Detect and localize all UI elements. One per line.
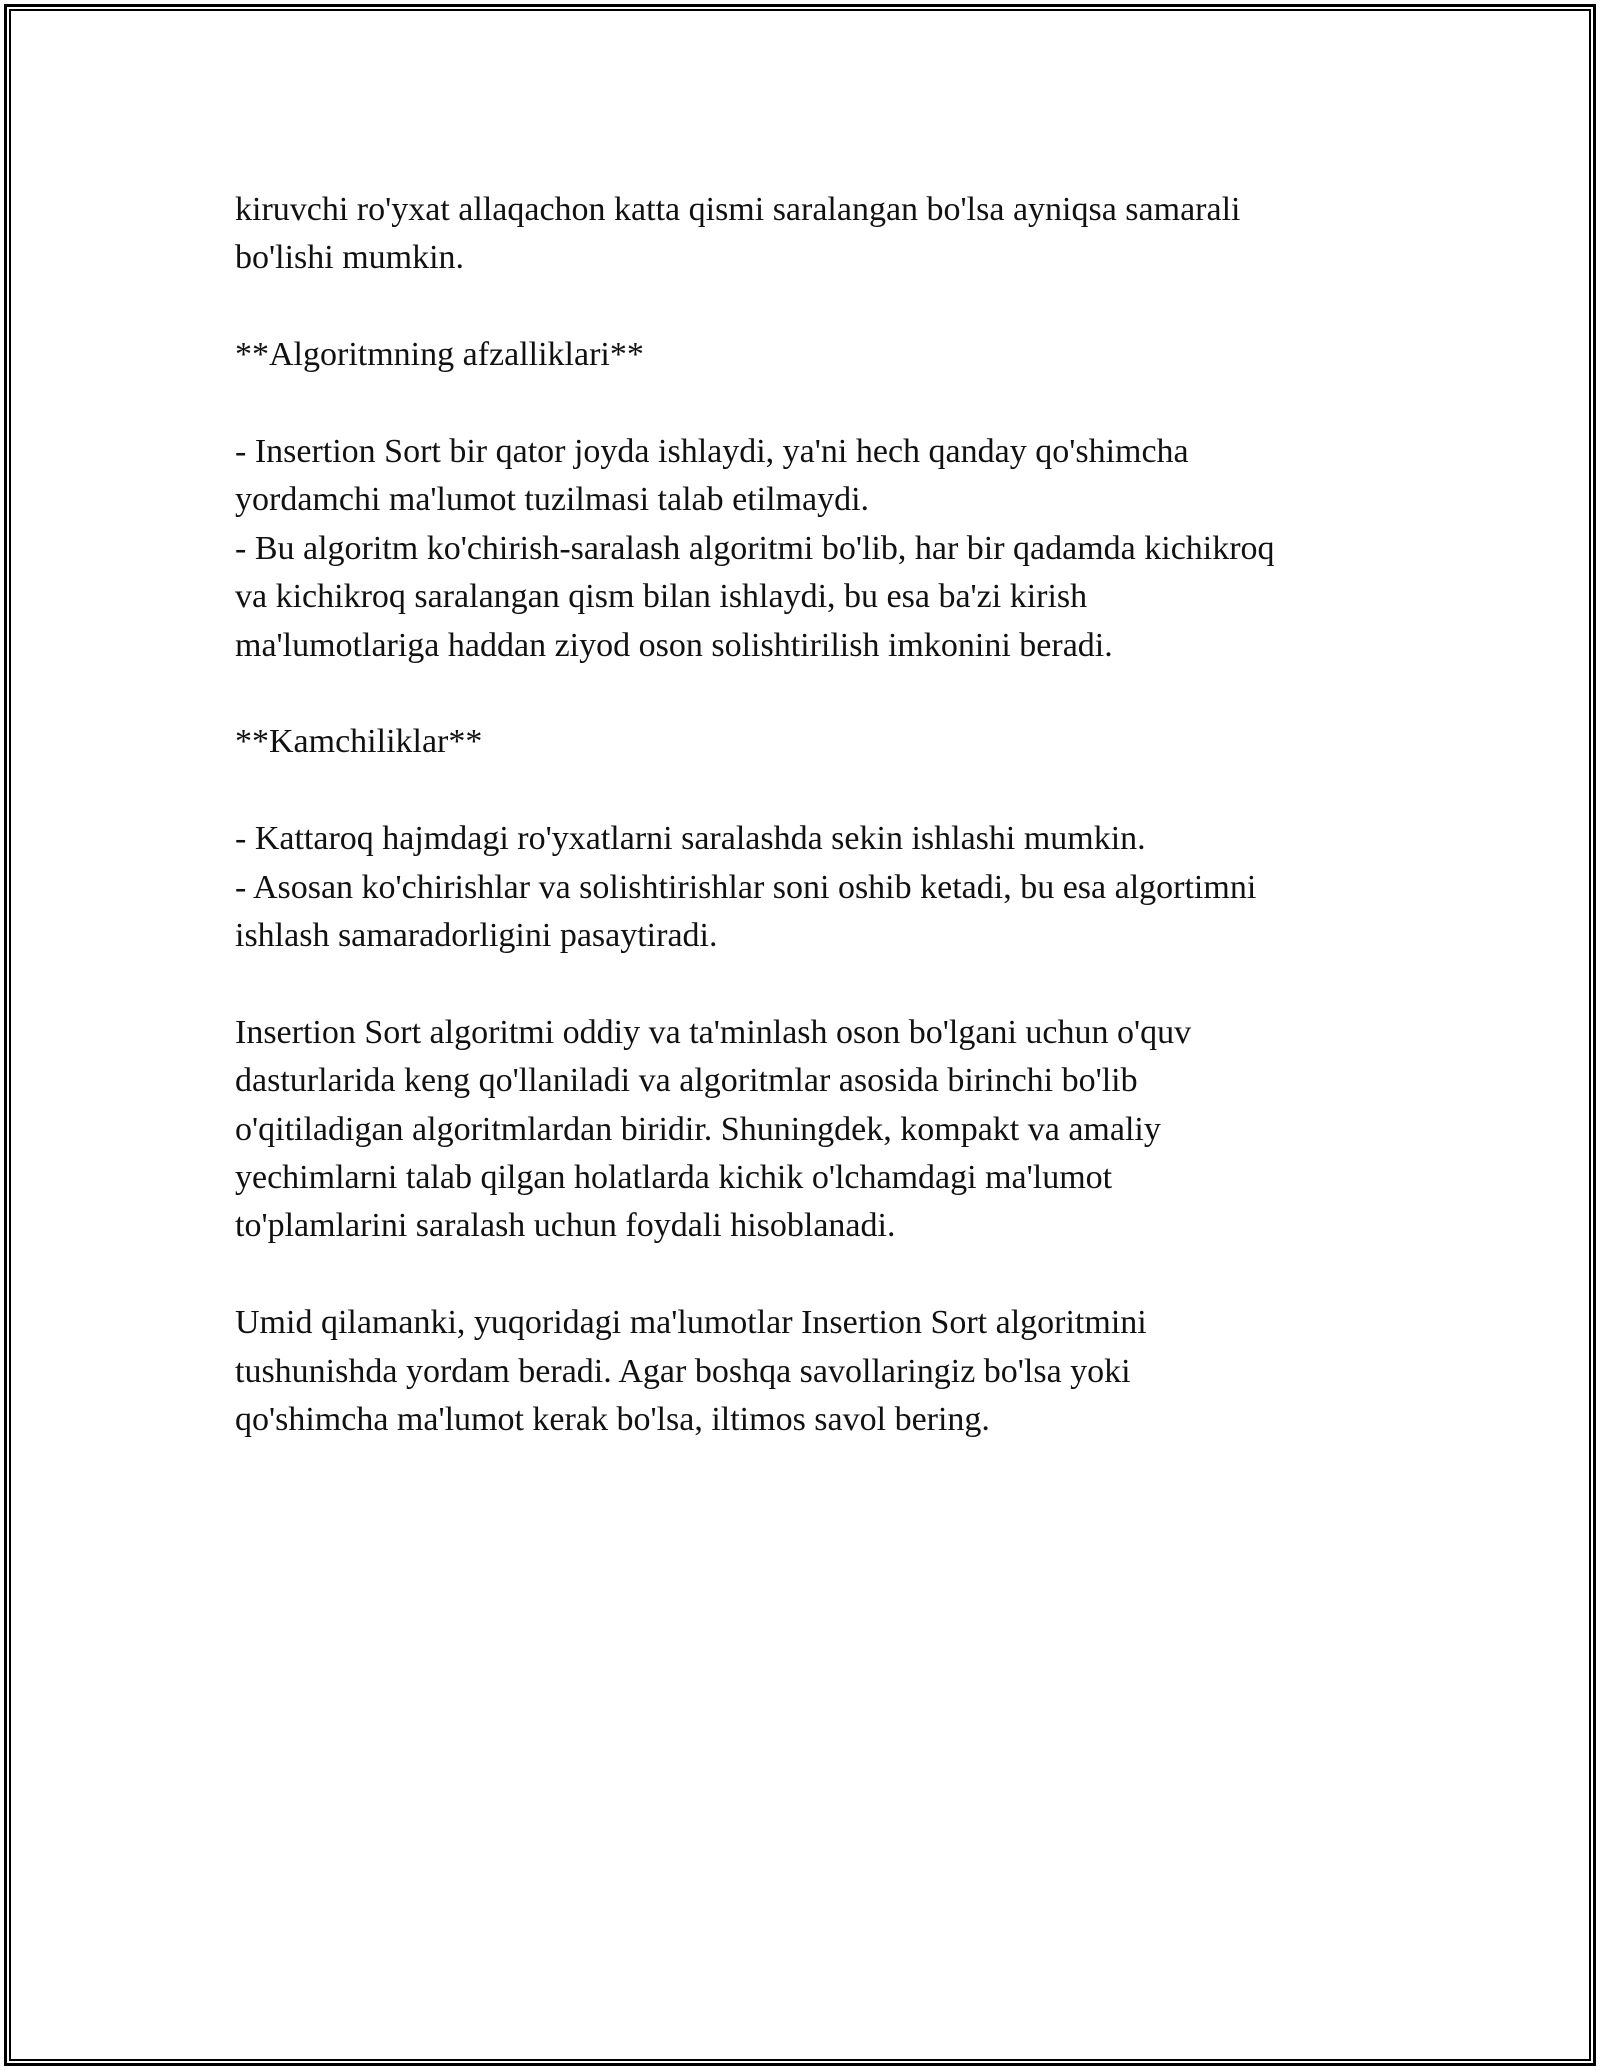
- disadvantages-list: - Kattaroq hajmdagi ro'yxatlarni saralashda sekin ishlashi mumkin. - Asosan ko'chirishlar va solishtirishlar soni oshib ketadi, bu esa algortimni ishlash samaradorligini pasaytiradi.: [235, 820, 1257, 955]
- document-body: [235, 186, 1395, 1444]
- paragraph-summary: Insertion Sort algoritmi oddiy va ta'minlash oson bo'lgani uchun o'quv dasturlarida keng qo'llaniladi va algoritmlar asosida birinchi bo'lib o'qitiladigan algoritmlardan biridir. Shuningdek, kompakt va amaliy yechimlarni talab qilgan holatlarda kichik o'lchamdagi ma'lumot to'plamlarini saralash uchun foydali hisoblanadi.: [235, 1013, 1192, 1245]
- paragraph-closing: Umid qilamanki, yuqoridagi ma'lumotlar Insertion Sort algoritmini tushunishda yordam beradi. Agar boshqa savollaringiz bo'lsa yoki qo'shimcha ma'lumot kerak bo'lsa, iltimos savol bering.: [235, 1304, 1147, 1439]
- paragraph-spacer: [235, 1251, 1395, 1299]
- paragraph-spacer: [235, 960, 1395, 1008]
- paragraph-spacer: [235, 283, 1395, 331]
- heading-disadvantages: **Kamchiliklar**: [235, 723, 483, 761]
- heading-advantages: **Algoritmning afzalliklari**: [235, 336, 644, 374]
- advantages-list: - Insertion Sort bir qator joyda ishlaydi, ya'ni hech qanday qo'shimcha yordamchi ma'lumot tuzilmasi talab etilmaydi. - Bu algoritm ko'chirish-saralash algoritmi bo'lib, har bir qadamda kichikroq va kichikroq saralangan qism bilan ishlaydi, bu esa ba'zi kirish ma'lumotlariga haddan ziyod oson solishtirilish imkonini beradi.: [235, 433, 1275, 664]
- paragraph-intro-continuation: kiruvchi ro'yxat allaqachon katta qismi saralangan bo'lsa ayniqsa samarali bo'lishi mumkin.: [235, 191, 1241, 277]
- paragraph-spacer: [235, 380, 1395, 428]
- paragraph-spacer: [235, 767, 1395, 815]
- paragraph-spacer: [235, 670, 1395, 718]
